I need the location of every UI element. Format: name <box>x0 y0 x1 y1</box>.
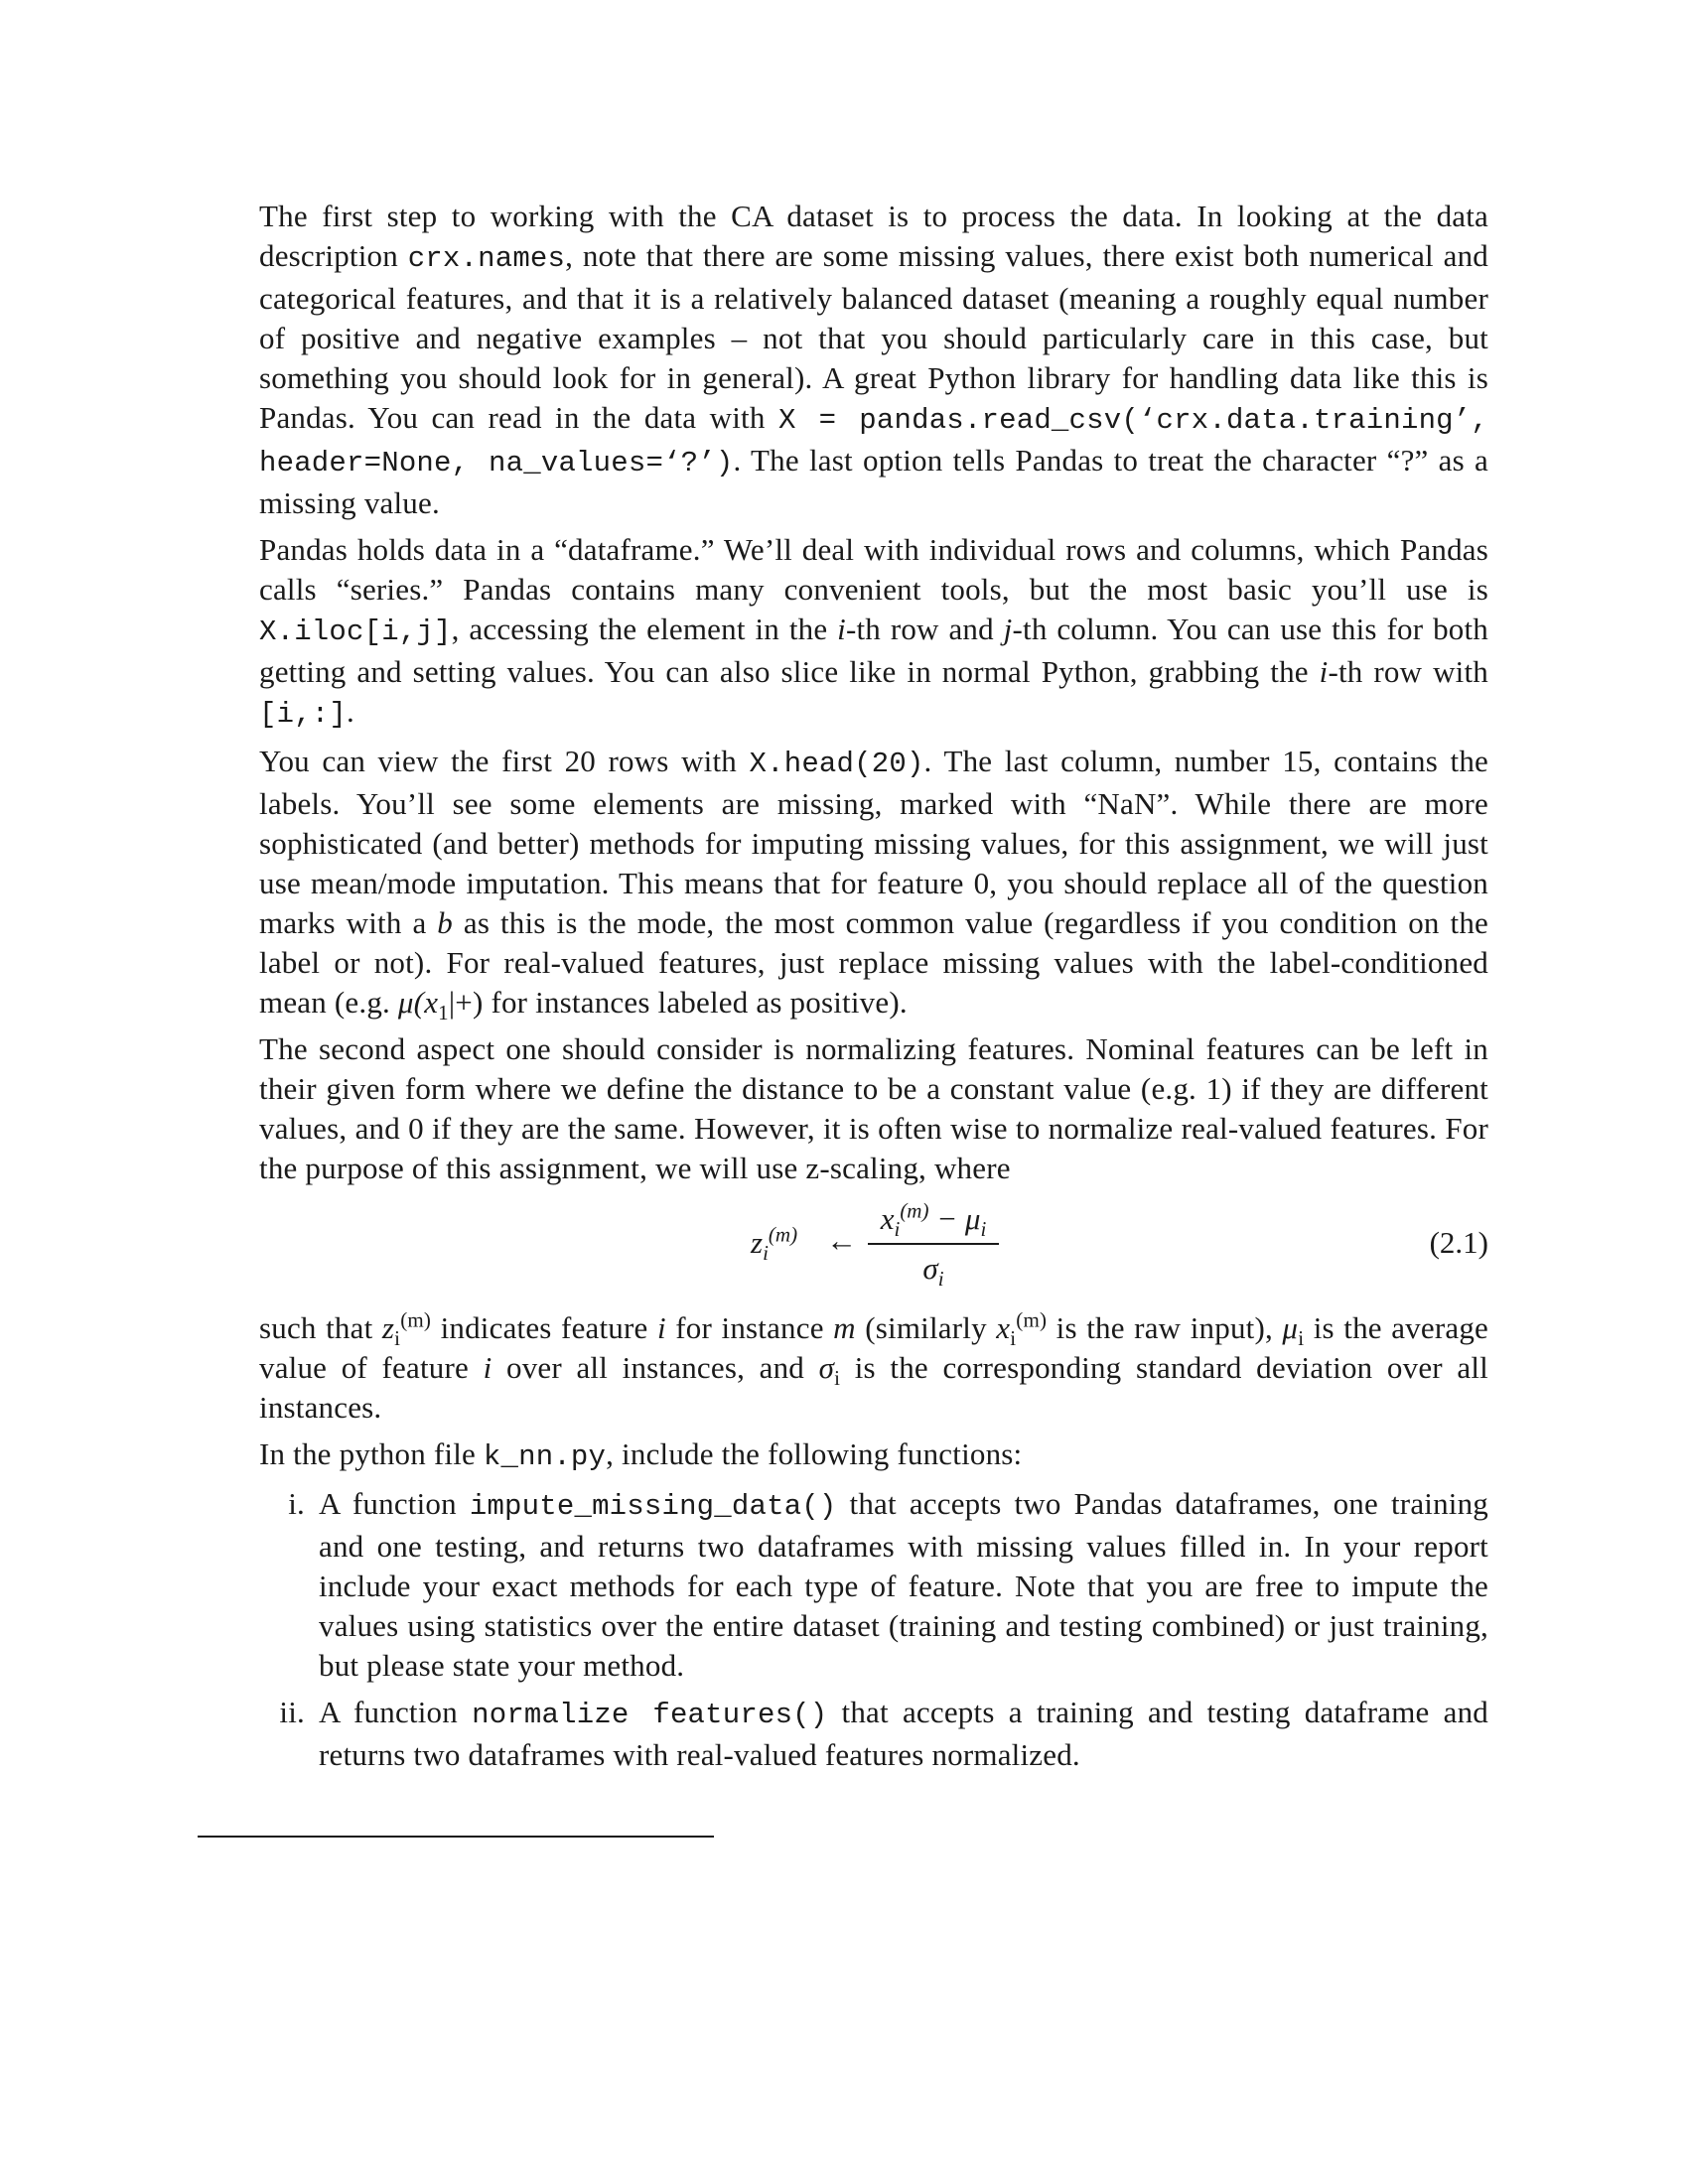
paragraph-data-processing <box>259 197 1488 523</box>
text: . The last column, number 15, contains the labels. You’ll see some elements are missing, marked with “NaN”. While there are more sophisticated (and better) methods for imputing missing values, for this assignment, we will just use mean/mode imputation. This means that for feature 0, you should replace all of the question marks with a <box>259 744 1488 940</box>
math-var: m <box>833 1310 856 1345</box>
math-sub: 1 <box>438 1001 449 1025</box>
list-item <box>259 1693 1488 1775</box>
math-expr: − μ <box>928 1201 981 1236</box>
text: as this is the mode, the most common value (regardless if you condition on the label or not). For real-valued features, just replace missing values with the label-conditioned mean (e.g. <box>259 905 1488 1020</box>
math-var: z <box>381 1310 395 1345</box>
text: that accepts two Pandas dataframes, one training and one testing, and returns two dataframes with missing values filled in. In your report include your exact methods for each type of feature. Note that you are free to impute the values using statistics over the entire dataset (training and testing combined) or just training, but please state your method. <box>319 1486 1489 1683</box>
inline-code: [i,:] <box>259 698 348 731</box>
inline-code: X = pandas.read_csv(‘crx.data.training’, header=None, na_values=‘?’) <box>259 404 1488 479</box>
math-expr: |+) <box>448 985 484 1020</box>
text: over all instances, and <box>492 1350 819 1385</box>
text: . <box>347 694 354 729</box>
text: , accessing the element in the <box>451 612 838 646</box>
math-sub: i <box>1298 1326 1305 1351</box>
inline-code: impute_missing_data() <box>469 1490 837 1523</box>
paragraph-imputation <box>259 742 1488 1023</box>
text: -th row with <box>1328 654 1488 689</box>
math-var: i <box>1319 654 1329 689</box>
math-var: μ <box>1282 1310 1299 1345</box>
math-sup: (m) <box>1016 1307 1048 1332</box>
inline-code: crx.names <box>407 242 566 275</box>
inline-code: k_nn.py <box>483 1440 607 1473</box>
text: A function <box>319 1695 473 1729</box>
text: (similarly <box>855 1310 997 1345</box>
equation-denominator <box>868 1251 999 1292</box>
math-var: j <box>1003 612 1013 646</box>
math-sub: i <box>834 1366 841 1391</box>
math-var: σ <box>818 1350 835 1385</box>
math-sub: i <box>394 1326 401 1351</box>
math-var: i <box>483 1350 492 1385</box>
text: is the average value of feature <box>259 1310 1488 1385</box>
math-sup: (m) <box>400 1307 432 1332</box>
math-var: i <box>656 1310 666 1345</box>
inline-code: X.iloc[i,j] <box>259 615 452 648</box>
text: -th row and <box>845 612 1004 646</box>
math-var: σ <box>922 1251 938 1286</box>
equation-z-scaling <box>259 1195 1488 1295</box>
math-expr: μ(x <box>397 985 439 1020</box>
text: indicates feature <box>431 1310 657 1345</box>
inline-code: X.head(20) <box>749 748 924 780</box>
text: Pandas holds data in a “dataframe.” We’ll deal with individual rows and columns, which Pandas calls “series.” Pandas contains many convenient tools, but the most basic you’ll use is <box>259 532 1488 607</box>
arrow-icon: ← <box>826 1223 857 1258</box>
text: You can view the first 20 rows with <box>259 744 750 778</box>
math-var: i <box>837 612 846 646</box>
paragraph-dataframe <box>259 530 1488 735</box>
text: for instances labeled as positive). <box>483 985 908 1020</box>
document-body <box>259 197 1488 1782</box>
text: is the raw input), <box>1047 1310 1283 1345</box>
list-item <box>259 1484 1488 1686</box>
text: A function <box>319 1486 470 1521</box>
math-var: z <box>751 1225 764 1260</box>
inline-code: normalize features() <box>472 1699 828 1731</box>
math-sup: (m) <box>900 1198 929 1223</box>
math-sub: i <box>937 1267 944 1292</box>
paragraph-z-definition <box>259 1308 1488 1428</box>
function-list <box>259 1484 1488 1775</box>
text: for instance <box>665 1310 834 1345</box>
equation-fraction <box>868 1198 999 1292</box>
text: The first step to working with the CA dataset is to process the data. In looking at the data description <box>259 199 1488 273</box>
equation-lhs <box>751 1222 798 1266</box>
text: , note that there are some missing values, there exist both numerical and categorical features, and that it is a relatively balanced dataset (meaning a roughly equal number of positive and negative examples – not that you should particularly care in this case, but something you should look for in general). A great Python library for handling data like this is Pandas. You can read in the data with <box>259 238 1488 435</box>
list-label: i. <box>288 1486 305 1521</box>
math-sub: i <box>980 1217 987 1242</box>
fraction-bar <box>868 1243 999 1245</box>
math-var: b <box>437 905 453 940</box>
footnote-divider <box>198 1836 714 1838</box>
text: In the python file <box>259 1436 484 1471</box>
equation-numerator <box>868 1198 999 1242</box>
math-sub: i <box>1010 1326 1017 1351</box>
equation-number: (2.1) <box>1429 1225 1488 1260</box>
paragraph-normalizing: The second aspect one should consider is normalizing features. Nominal features can be left in their given form where we define the distance to be a constant value (e.g. 1) if they are different values, and 0 if they are the same. However, it is often wise to normalize real-valued features. For the purpose of this assignment, we will use z-scaling, where <box>259 1031 1488 1185</box>
math-var: x <box>996 1310 1011 1345</box>
math-var: x <box>880 1201 895 1236</box>
text: , include the following functions: <box>606 1436 1023 1471</box>
text: . The last option tells Pandas to treat the character “?” as a missing value. <box>259 443 1488 520</box>
text: is the corresponding standard deviation over all instances. <box>259 1350 1488 1425</box>
text: -th column. You can use this for both getting and setting values. You can also slice like in normal Python, grabbing the <box>259 612 1488 689</box>
paragraph-python-file <box>259 1434 1488 1477</box>
math-sub: i <box>894 1217 901 1242</box>
math-sup: (m) <box>768 1222 798 1247</box>
list-label: ii. <box>279 1695 305 1729</box>
math-sub: i <box>763 1241 769 1266</box>
text: such that <box>259 1310 382 1345</box>
text: that accepts a training and testing dataframe and returns two dataframes with real-valued features normalized. <box>319 1695 1489 1772</box>
